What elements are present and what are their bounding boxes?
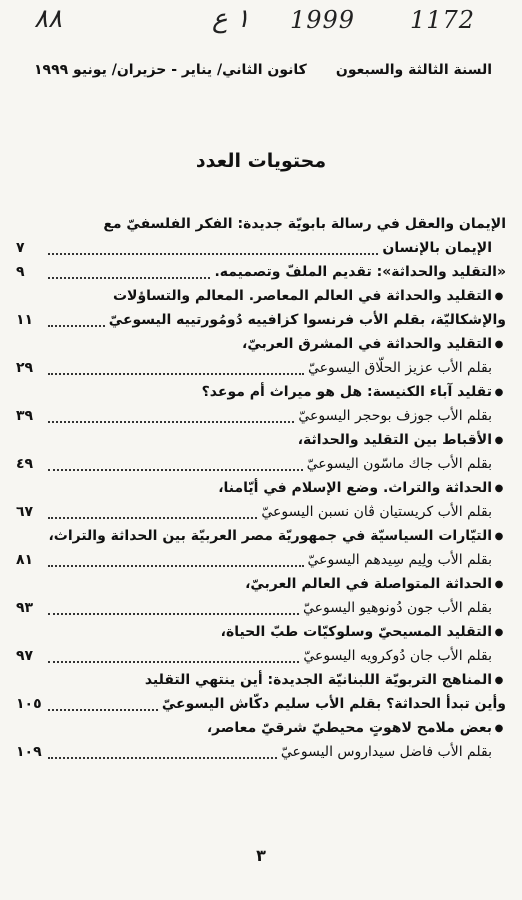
volume-label: السنة الثالثة والسبعون [335,62,492,78]
toc-entry-5-line-2 [16,404,506,428]
toc-entry-10-line-1 [16,620,506,644]
toc-entry-5-page: ٣٩ [16,408,34,424]
table-of-contents [16,212,506,764]
leader-dots [48,745,277,759]
toc-entry-12-page: ١٠٩ [16,744,42,760]
bullet-icon: ● [494,435,504,446]
page-number: ٣ [256,846,266,865]
leader-dots [48,313,105,327]
toc-entry-6-text-1: الأقباط بين التقليد والحداثة، [297,432,492,448]
handwritten-ref-2: ١ ع [212,4,250,34]
toc-entry-7-text-1: الحداثة والتراث. وضع الإسلام في أيّامنا، [218,480,492,496]
bullet-icon: ● [494,627,504,638]
toc-entry-10-text-2: بقلم الأب جان دُوكرويه اليسوعيّ [303,648,492,664]
toc-entry-7-text-2: بقلم الأب كريستيان ڤان نسبن اليسوعيّ [261,504,492,520]
toc-entry-11-text-2: وأين تبدأ الحداثة؟ بقلم الأب سليم دكّاش اليسوعيّ [161,696,506,712]
toc-entry-10-line-2 [16,644,506,668]
bullet-icon: ● [494,723,504,734]
toc-entry-2-page: ٩ [16,264,25,280]
toc-entry-9-text-2: بقلم الأب جون دُونوهيو اليسوعيّ [302,600,492,616]
leader-dots [48,457,303,471]
leader-dots [48,697,158,711]
bullet-icon: ● [494,339,504,350]
toc-entry-1-text-2: الإيمان بالإنسان [382,240,492,256]
handwritten-ref-4: 1172 [410,6,476,34]
toc-entry-3-text-2: والإشكاليّة، بقلم الأب فرنسوا كزافييه دُومُورتييه اليسوعيّ [108,312,506,328]
toc-entry-2-line-1 [16,260,506,284]
bullet-icon: ● [494,291,504,302]
bullet-icon: ● [494,531,504,542]
toc-entry-10-page: ٩٧ [16,648,34,664]
toc-entry-8-line-1 [16,524,506,548]
toc-entry-9-text-1: الحداثة المتواصلة في العالم العربيّ، [245,576,492,592]
toc-entry-1-line-1 [16,212,506,236]
toc-entry-9-line-1 [16,572,506,596]
toc-entry-6-page: ٤٩ [16,456,34,472]
toc-entry-11-page: ١٠٥ [16,696,42,712]
toc-entry-7-line-2 [16,500,506,524]
toc-entry-11-line-2 [16,692,506,716]
toc-entry-4-text-1: التقليد والحداثة في المشرق العربيّ، [242,336,492,352]
toc-entry-3-line-2 [16,308,506,332]
bullet-icon: ● [494,483,504,494]
page-title: محتويات العدد [195,150,327,172]
toc-entry-1-line-2 [16,236,506,260]
toc-entry-6-line-1 [16,428,506,452]
toc-entry-9-line-2 [16,596,506,620]
issue-date: كانون الثاني/ يناير - حزيران/ يونيو ١٩٩٩ [34,62,307,78]
leader-dots [48,601,299,615]
leader-dots [48,553,304,567]
leader-dots [48,505,257,519]
handwritten-ref-3: 1999 [290,6,356,34]
toc-entry-4-text-2: بقلم الأب عزيز الحلّاق اليسوعيّ [307,360,492,376]
toc-entry-11-line-1 [16,668,506,692]
leader-dots [48,409,294,423]
bullet-icon: ● [494,675,504,686]
toc-entry-4-line-2 [16,356,506,380]
toc-entry-8-text-2: بقلم الأب ولِيم سِيدهم اليسوعيّ [307,552,492,568]
toc-entry-4-line-1 [16,332,506,356]
toc-entry-12-text-1: بعض ملامح لاهوتٍ محيطيّ شرقيّ معاصر، [206,720,492,736]
toc-entry-9-page: ٩٣ [16,600,34,616]
toc-entry-6-text-2: بقلم الأب جاك ماسّون اليسوعيّ [306,456,492,472]
toc-entry-10-text-1: التقليد المسيحيّ وسلوكيّات طبّ الحياة، [220,624,492,640]
toc-entry-7-line-1 [16,476,506,500]
toc-entry-2-text-1: «التقليد والحداثة»: تقديم الملفّ وتصميمه. [214,264,506,280]
toc-entry-1-text-1: الإيمان والعقل في رسالة بابويّة جديدة: الفكر الفلسفيّ مع [103,216,506,232]
toc-entry-3-line-1 [16,284,506,308]
toc-entry-5-line-1 [16,380,506,404]
handwritten-ref-1: ٨٨ [34,4,62,34]
toc-entry-4-page: ٢٩ [16,360,34,376]
toc-entry-8-page: ٨١ [16,552,34,568]
toc-entry-6-line-2 [16,452,506,476]
toc-entry-8-line-2 [16,548,506,572]
leader-dots [48,265,210,279]
toc-entry-5-text-1: تقليد آباء الكنيسة: هل هو ميراث أم موعد؟ [201,384,492,400]
toc-entry-12-line-1 [16,716,506,740]
toc-entry-7-page: ٦٧ [16,504,34,520]
toc-entry-12-text-2: بقلم الأب فاضل سيداروس اليسوعيّ [280,744,492,760]
toc-entry-5-text-2: بقلم الأب جوزف بوحجر اليسوعيّ [298,408,492,424]
toc-entry-1-page: ٧ [16,240,25,256]
bullet-icon: ● [494,387,504,398]
toc-entry-3-text-1: التقليد والحداثة في العالم المعاصر. المعالم والتساؤلات [112,288,492,304]
toc-entry-11-text-1: المناهج التربويّة اللبنانيّة الجديدة: أين ينتهي التقليد [144,672,492,688]
bullet-icon: ● [494,579,504,590]
toc-entry-3-page: ١١ [16,312,34,328]
leader-dots [48,361,304,375]
toc-entry-8-text-1: التيّارات السياسيّة في جمهوريّة مصر العربيّة بين الحداثة والتراث، [48,528,492,544]
toc-entry-12-line-2 [16,740,506,764]
leader-dots [48,241,378,255]
leader-dots [48,649,299,663]
